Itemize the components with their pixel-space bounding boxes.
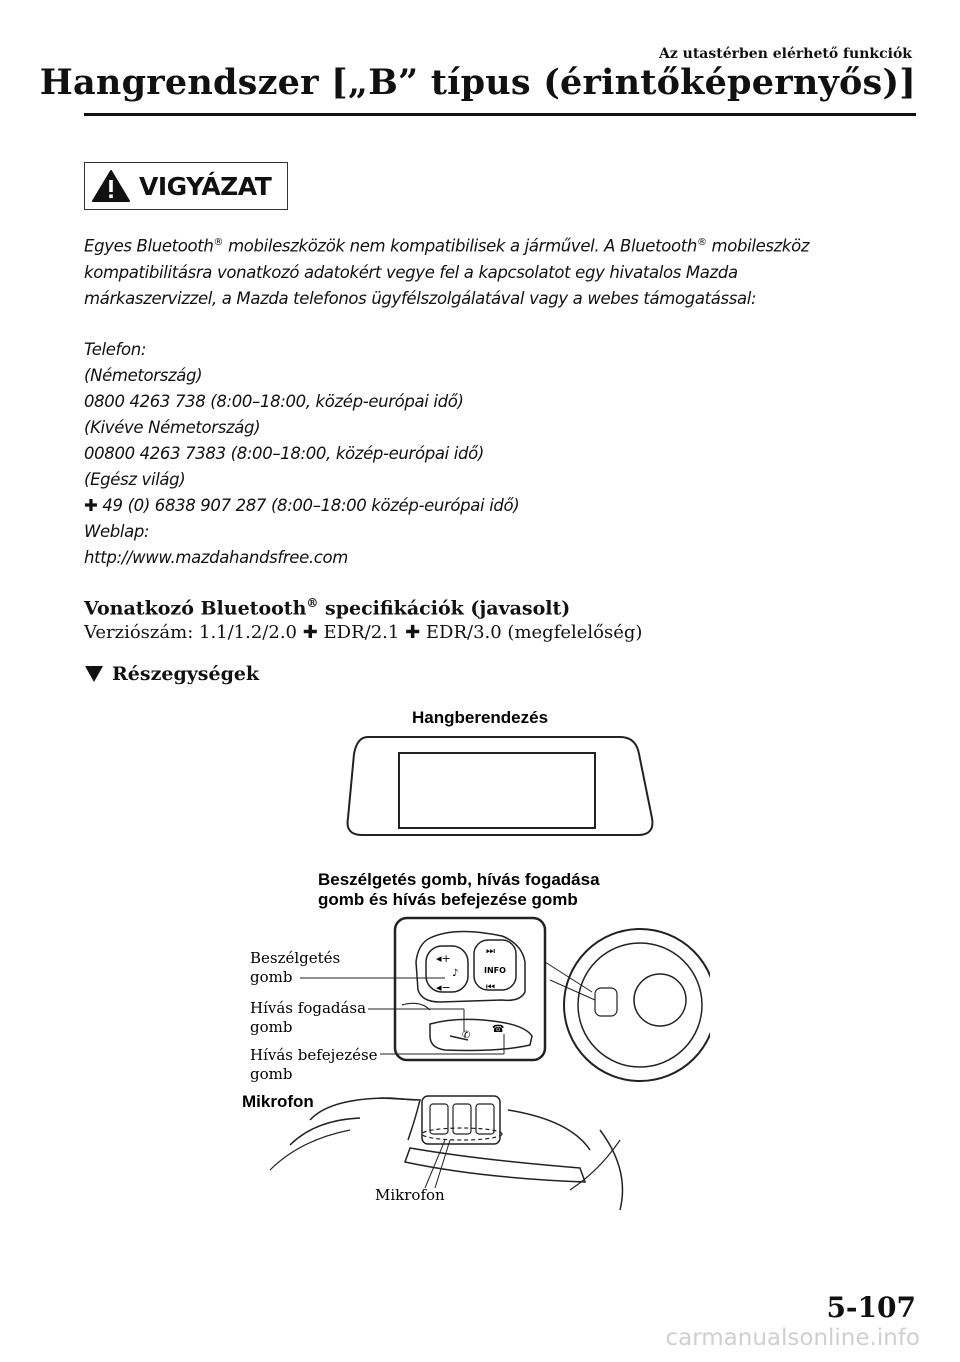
- plus-icon: ✚: [84, 496, 98, 515]
- next-track-icon: ⏭: [486, 946, 495, 957]
- button-group-label-line2: gomb és hívás befejezése gomb: [318, 890, 578, 909]
- warning-line-1: Egyes Bluetooth® mobileszközök nem kompatibilisek a járművel. A Bluetooth® mobileszköz: [84, 236, 810, 256]
- microphone-heading: Mikrofon: [242, 1092, 314, 1111]
- warning-box: [84, 162, 288, 210]
- section-label: Az utastérben elérhető funkciók: [658, 46, 912, 62]
- audio-unit-outline: [348, 737, 653, 835]
- web-label: Weblap:: [84, 522, 150, 541]
- watermark: carmanualsonline.info: [665, 1325, 920, 1351]
- info-button-label: INFO: [484, 966, 506, 975]
- steering-wheel-small: [545, 929, 710, 1081]
- pickup-icon: ✆: [462, 1030, 471, 1041]
- plus-icon: ✚: [302, 622, 318, 643]
- registered-mark: ®: [306, 596, 319, 610]
- volume-up-icon: ◂+: [436, 952, 451, 965]
- except-germany-label: (Kivéve Németország): [84, 418, 261, 437]
- warning-line-3: márkaszervizzel, a Mazda telefonos ügyfélszolgálatával vagy a webes támogatással:: [84, 288, 757, 308]
- spec-heading: Vonatkozó Bluetooth® specifikációk (javasolt): [84, 596, 571, 620]
- spec-version-text: Verziószám: 1.1/1.2/2.0 ✚ EDR/2.1 ✚ EDR/3.0 (megfelelőség): [84, 622, 643, 643]
- germany-label: (Németország): [84, 366, 203, 385]
- registered-mark: ®: [696, 237, 707, 248]
- button-group-label-line1: Beszélgetés gomb, hívás fogadása: [318, 870, 600, 889]
- microphone-label: Mikrofon: [375, 1186, 445, 1204]
- world-label: (Egész világ): [84, 470, 186, 489]
- web-url[interactable]: http://www.mazdahandsfree.com: [84, 548, 348, 567]
- title-rule: [84, 113, 916, 116]
- phone-label: Telefon:: [84, 340, 147, 359]
- steering-wheel-inset: [395, 918, 545, 1060]
- warning-label: VIGYÁZAT: [139, 171, 272, 201]
- volume-down-icon: ◂−: [436, 981, 451, 994]
- talk-button-label-line2: gomb: [250, 968, 293, 986]
- triangle-down-icon: [84, 665, 104, 683]
- contact-block: [84, 337, 914, 571]
- hangup-button-label-line1: Hívás befejezése: [250, 1046, 378, 1064]
- display-screen: [399, 753, 595, 828]
- prev-track-icon: ⏮: [486, 982, 495, 993]
- pickup-button-label-line1: Hívás fogadása: [250, 999, 367, 1017]
- page-title: Hangrendszer [„B” típus (érintőképernyős)]: [39, 62, 916, 103]
- warning-text: [84, 230, 914, 312]
- hangup-icon: ☎: [492, 1024, 505, 1035]
- audio-unit-label: Hangberendezés: [412, 708, 549, 727]
- voice-icon: ♪: [452, 968, 459, 979]
- talk-button-label-line1: Beszélgetés: [250, 949, 341, 967]
- parts-heading: Részegységek: [84, 663, 259, 685]
- registered-mark: ®: [213, 237, 224, 248]
- page-number: 5-107: [826, 1291, 916, 1324]
- hangup-button-label-line2: gomb: [250, 1065, 293, 1083]
- except-germany-number: 00800 4263 7383 (8:00–18:00, közép-európai idő): [84, 444, 484, 463]
- world-number: ✚ 49 (0) 6838 907 287 (8:00–18:00 közép-európai idő): [84, 496, 520, 515]
- warning-triangle-icon: [91, 169, 131, 203]
- plus-icon: ✚: [405, 622, 421, 643]
- warning-line-2: kompatibilitásra vonatkozó adatokért vegye fel a kapcsolatot egy hivatalos Mazda: [84, 262, 738, 282]
- components-figure: [240, 700, 710, 1220]
- pickup-button-label-line2: gomb: [250, 1018, 293, 1036]
- germany-number: 0800 4263 738 (8:00–18:00, közép-európai idő): [84, 392, 464, 411]
